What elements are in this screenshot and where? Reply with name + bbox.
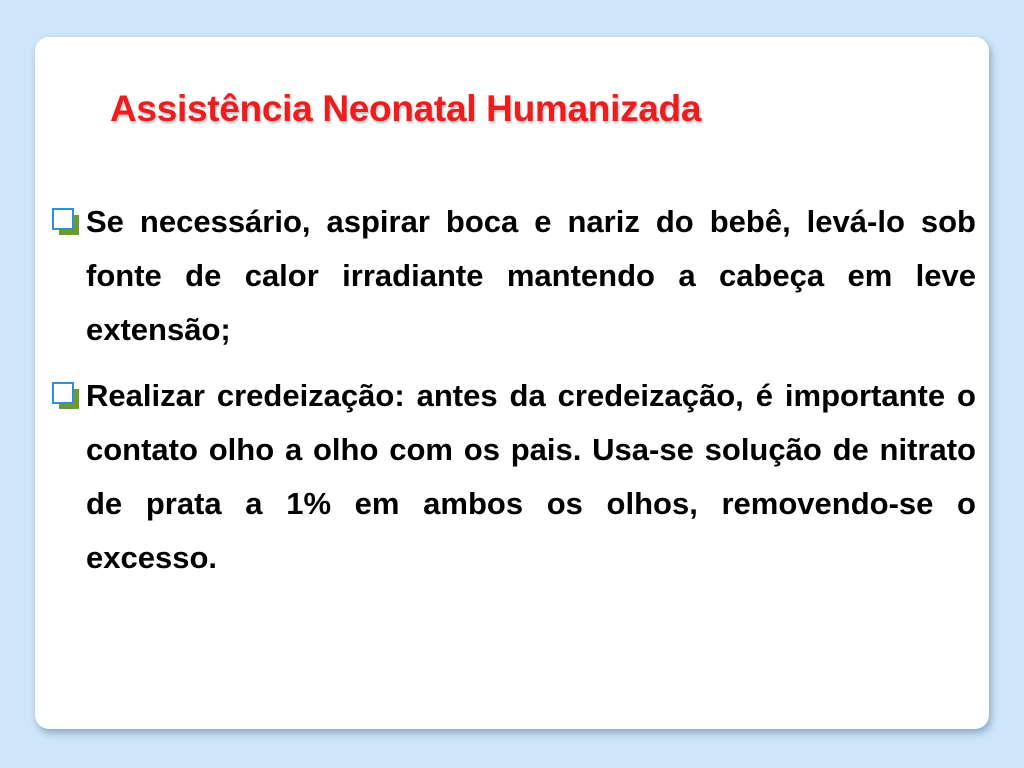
checkbox-bullet-icon: [51, 207, 81, 237]
bullet-item: [48, 195, 976, 357]
checkbox-bullet-icon: [51, 381, 81, 411]
bullet-list: [48, 195, 976, 597]
slide-title: Assistência Neonatal Humanizada: [110, 88, 702, 129]
bullet-item: [48, 369, 976, 585]
bullet-text: Realizar credeização: antes da credeização, é importante o contato olho a olho com os pais. Usa-se solução de nitrato de prata a 1% em ambos os olhos, removendo-se o excesso.: [86, 378, 976, 575]
bullet-text: Se necessário, aspirar boca e nariz do bebê, levá-lo sob fonte de calor irradiante mantendo a cabeça em leve extensão;: [86, 204, 976, 347]
